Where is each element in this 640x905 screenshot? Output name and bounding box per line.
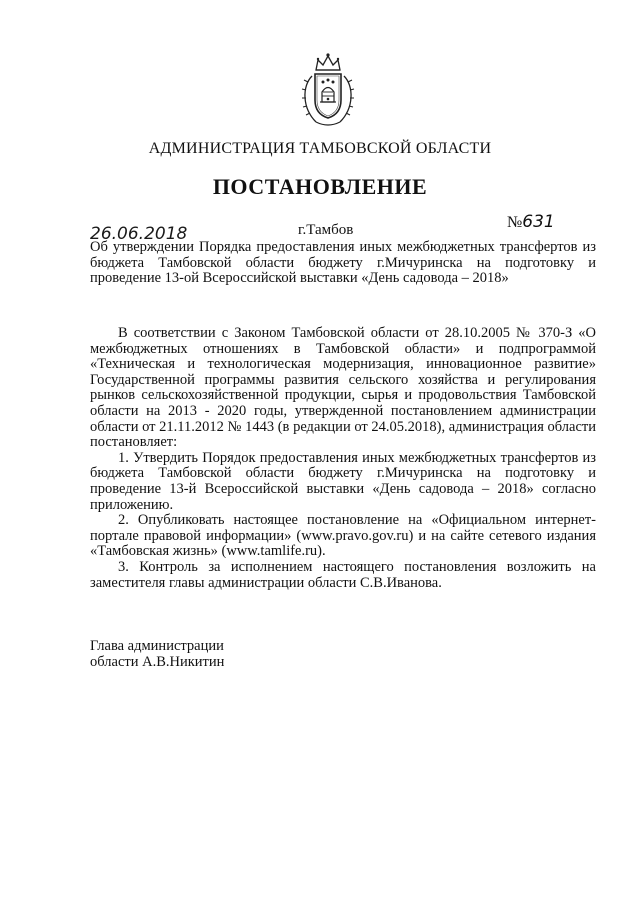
document-date: 26.06.2018: [90, 224, 188, 244]
item-paragraph-2: 2. Опубликовать настоящее постановление на «Официальном интернет-портале правовой информации» (www.pravo.gov.ru) и на сайте сетевого издания «Тамбовская жизнь» (www.tamlife.ru).: [90, 512, 596, 560]
authority-name: АДМИНИСТРАЦИЯ ТАМБОВСКОЙ ОБЛАСТИ: [148, 140, 492, 157]
number-prefix: №: [507, 214, 523, 231]
item-paragraph-3: 3. Контроль за исполнением настоящего постановления возложить на заместителя главы администрации области С.В.Иванова.: [90, 558, 596, 591]
signature-name: области А.В.Никитин: [90, 654, 225, 670]
coat-of-arms-icon: [296, 52, 360, 128]
signature-title: Глава администрации: [90, 638, 224, 654]
signature-block: [90, 638, 224, 670]
preamble-paragraph: В соответствии с Законом Тамбовской области от 28.10.2005 № 370-З «О межбюджетных отношениях в Тамбовской области» и подпрограммой «Техническая и технологическая модернизация, инновационное развитие» Государственной программы развития сельского хозяйства и регулирования рынков сельскохозяйственной продукции, сырья и продовольствия Тамбовской области на 2013 - 2020 годы, утвержденной постановлением администрации области от 21.11.2012 № 1443 (в редакции от 24.05.2018), администрация области постановляет:: [90, 325, 596, 451]
document-city: г.Тамбов: [298, 222, 354, 238]
document-subject: Об утверждении Порядка предоставления иных межбюджетных трансфертов из бюджета Тамбовской области бюджету г.Мичуринска на подготовку и проведение 13-ой Всероссийской выставки «День садовода – 2018»: [90, 239, 596, 286]
number-value: 631: [522, 212, 555, 232]
item-paragraph-1: 1. Утвердить Порядок предоставления иных межбюджетных трансфертов из бюджета Тамбовской области бюджету г.Мичуринска на подготовку и проведение 13-й Всероссийской выставки «День садовода – 2018» согласно приложению.: [90, 449, 596, 513]
document-number: [507, 212, 555, 232]
document-body: [90, 326, 596, 591]
document-type-title: ПОСТАНОВЛЕНИЕ: [212, 174, 428, 199]
